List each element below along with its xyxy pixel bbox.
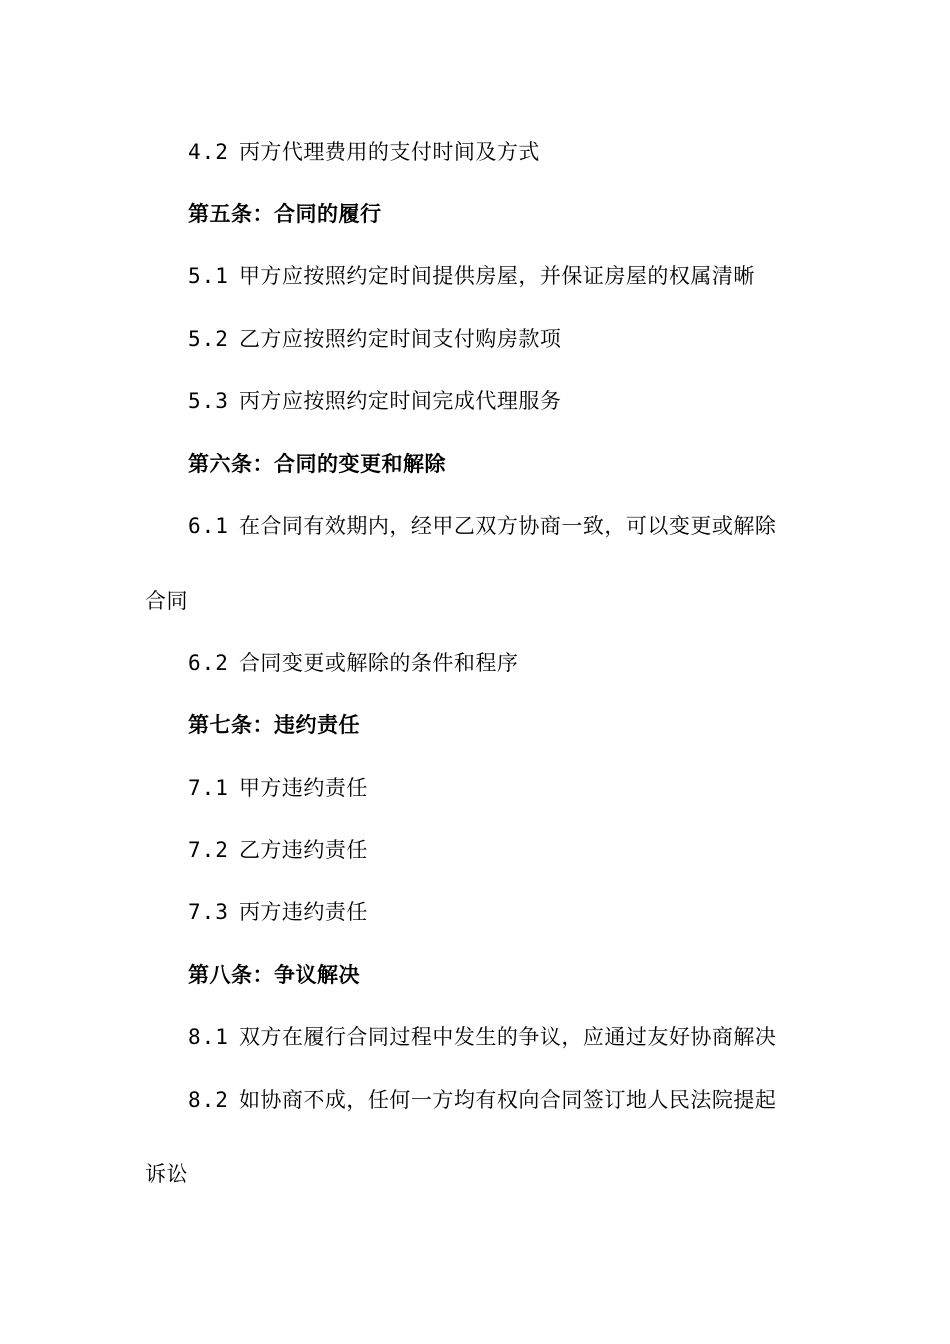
clause-text: 丙方应按照约定时间完成代理服务 (238, 389, 562, 413)
clause-6-1 (188, 512, 776, 540)
clause-7-3 (188, 898, 368, 926)
clause-text: 丙方代理费用的支付时间及方式 (238, 140, 540, 164)
clause-text: 如协商不成，任何一方均有权向合同签订地人民法院提起 (238, 1088, 777, 1112)
clause-5-1 (188, 262, 755, 290)
clause-text: 甲方违约责任 (238, 776, 368, 800)
clause-text: 甲方应按照约定时间提供房屋，并保证房屋的权属清晰 (238, 264, 755, 288)
clause-4-2 (188, 138, 540, 166)
clause-number: 6.1 (188, 514, 229, 538)
clause-text: 丙方违约责任 (238, 900, 368, 924)
clause-7-2 (188, 836, 368, 864)
clause-number: 7.2 (188, 838, 229, 862)
clause-6-2 (188, 649, 518, 677)
clause-8-1 (188, 1023, 776, 1051)
clause-number: 8.2 (188, 1088, 229, 1112)
clause-number: 4.2 (188, 140, 229, 164)
clause-number: 6.2 (188, 651, 229, 675)
clause-7-1 (188, 774, 368, 802)
clause-number: 5.1 (188, 264, 229, 288)
clause-text: 合同变更或解除的条件和程序 (238, 651, 519, 675)
clause-6-1-continuation: 合同 (145, 589, 188, 613)
clause-text: 双方在履行合同过程中发生的争议，应通过友好协商解决 (238, 1025, 777, 1049)
article-5-heading: 第五条：合同的履行 (188, 202, 382, 226)
clause-number: 7.3 (188, 900, 229, 924)
clause-number: 5.3 (188, 389, 229, 413)
clause-number: 7.1 (188, 776, 229, 800)
clause-5-3 (188, 387, 561, 415)
clause-number: 5.2 (188, 327, 229, 351)
clause-8-2-continuation: 诉讼 (145, 1162, 188, 1186)
clause-text: 在合同有效期内，经甲乙双方协商一致，可以变更或解除 (238, 514, 777, 538)
clause-text: 乙方应按照约定时间支付购房款项 (238, 327, 562, 351)
article-6-heading: 第六条：合同的变更和解除 (188, 452, 446, 476)
clause-5-2 (188, 325, 561, 353)
clause-8-2 (188, 1086, 776, 1114)
clause-text: 乙方违约责任 (238, 838, 368, 862)
article-8-heading: 第八条：争议解决 (188, 963, 360, 987)
article-7-heading: 第七条：违约责任 (188, 713, 360, 737)
clause-number: 8.1 (188, 1025, 229, 1049)
